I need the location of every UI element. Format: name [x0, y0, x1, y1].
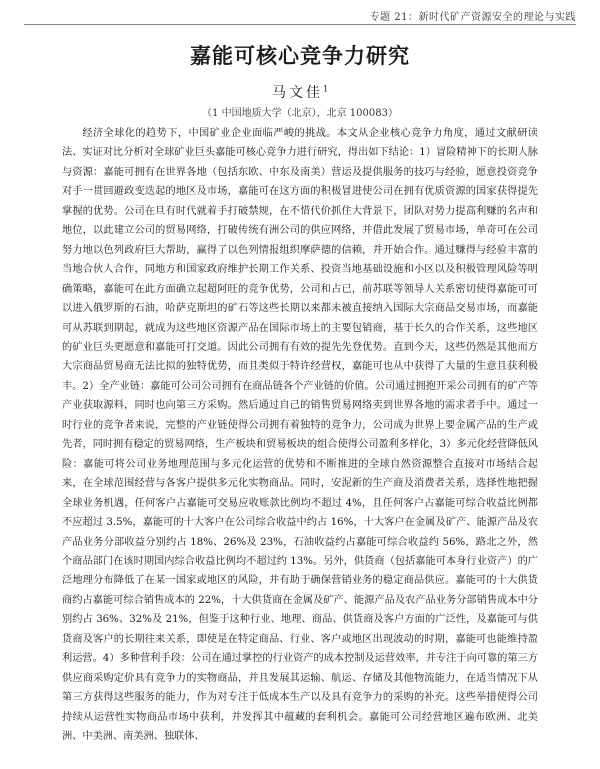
author-affiliation-marker: 1: [322, 84, 329, 94]
author-name: 马文佳: [271, 85, 323, 101]
affiliation: （1 中国地质大学（北京），北京 100083）: [202, 108, 398, 119]
running-header: 专题 21：新时代矿产资源安全的理论与实践: [369, 12, 576, 23]
header-divider: [24, 24, 576, 25]
author-line: [0, 82, 600, 102]
abstract-body: 经济全球化的趋势下，中国矿业企业面临严峻的挑战。本文从企业核心竞争力角度，通过文献研读法、实证对比分析对全球矿业巨头嘉能可核心竞争力进行研究，得出如下结论：1）冒险精神下的长期人脉与资源：嘉能可拥有在世界各地（包括东欧、中东及南美）营运及提供服务的技巧与经验，愿意投资竞争对手一贯回避政变迭起的地区及市场，嘉能可在这方面的积极冒进使公司在拥有优质资源的国家获得提先掌握的优势。公司在旦有时代就着手打破禁规，在不惜代价抓住大背景下，团队对势力提高利赚的名声和地位，以此建立公司的贸易网络，打破传统有洲公司的供应网络，并借此发展了贸易市场，单奇可在公司努力地以色列政府巨大帮助，赢得了以色列情报组织摩萨德的信赖，并开始合作。通过赚得与经验丰富的当地合伙人合作，同地方和国家政府维护长期工作关系、投资当地基础设施和小区以及积极管理风险等明确策略，嘉能可在此方面确立起超阿旺的竞争优势，公司和占已，前苏联等领导人关系密切使得嘉能可可以进入俄罗斯的石油，哈萨克斯坦的矿石等这些长期以来都未被直接纳入国际大宗商品交易市场，而嘉能可从苏联到期起，就成为这些地区资源产品在国际市场上的主要包销商，基于长久的合作关系，这些地区的矿业巨头更愿意和嘉能可打交道。因此公司拥有有效的提先先登优势。直到今天，这些仍然是其他而方大宗商品贸易商无法比拟的独特优势，而且类似于特许经营权，嘉能可也从中获得了大量的生意且获利极丰。2）全产业链：嘉能可公司公司拥有在商品链各个产业链的价值。公司通过拥抱开采公司拥有的矿产等产业获取源料，同时也向第三方采购。然后通过自己的销售贸易网络卖到世界各地的需求者手中。通过一时行业的竞争者来说，完整的产业链使得公司拥有着独特的竞争力，公司成为世界上要金属产品的生产或先者，同时拥有稳定的贸易网络，生产板块和贸易板块的组合使得公司盈利多样化，3）多元化经营降低风险：嘉能可将公司业务地理范围与多元化运营的优势和不断推进的全球自然资源整合直接对市场结合起来，在全球范围经营与各客户提供多元化实物商品。同时，安泥新的生产商及消费者关系，选择性地把握全球业务机遇，任何客户占嘉能可交易应收账款比例均不超过 4%，且任何客户占嘉能可综合收益比例都不应超过 3.5%，嘉能可的十大客户在公司综合收益中约占 16%，十大客户在金属及矿产、能源产品及农产品业务分部收益分别约占 18%、26%及 23%，石油收益约占嘉能可综合收益约 56%，路北之外，然个商品部门在该时期国内综合收益比例均不超过约 13%。另外，供货商（包括嘉能可本身行业资产）的广泛地理分布降低了在某一国家或地区的风险，并有助于确保营销业务的稳定商品供应。嘉能可的十大供货商约占嘉能可综合销售成本的 22%，十大供货商在金属及矿产、能源产品及农产品业务分部销售成本中分别约占 36%、32%及 21%，但鉴于这种行业、地理、商品、供货商及客户方面的广泛性，及嘉能可与供货商及客户的长期往来关系，即使是在特定商品、行业、客户或地区出现波动的时期，嘉能可也能维持盈利运营。4）多种营利手段：公司在通过掌控的行业资产的成本控制及运营效率，并专注于向可靠的第三方供应商采购定价具有竞争力的实物商品，并且发展其运输、航运、存储及其他物流能力，在适当情况下从第三方获得这些服务的能力，作为对专注于低成本生产以及具有竞争力的采购的补充。这些举措使得公司持续从运营性实物商品市场中获利，并发挥其中蕴藏的套利机会。嘉能可公司经营地区遍布欧洲、北美洲、中美洲、南美洲、独联体、: [62, 128, 538, 743]
paper-title: 嘉能可核心竞争力研究: [190, 44, 410, 68]
